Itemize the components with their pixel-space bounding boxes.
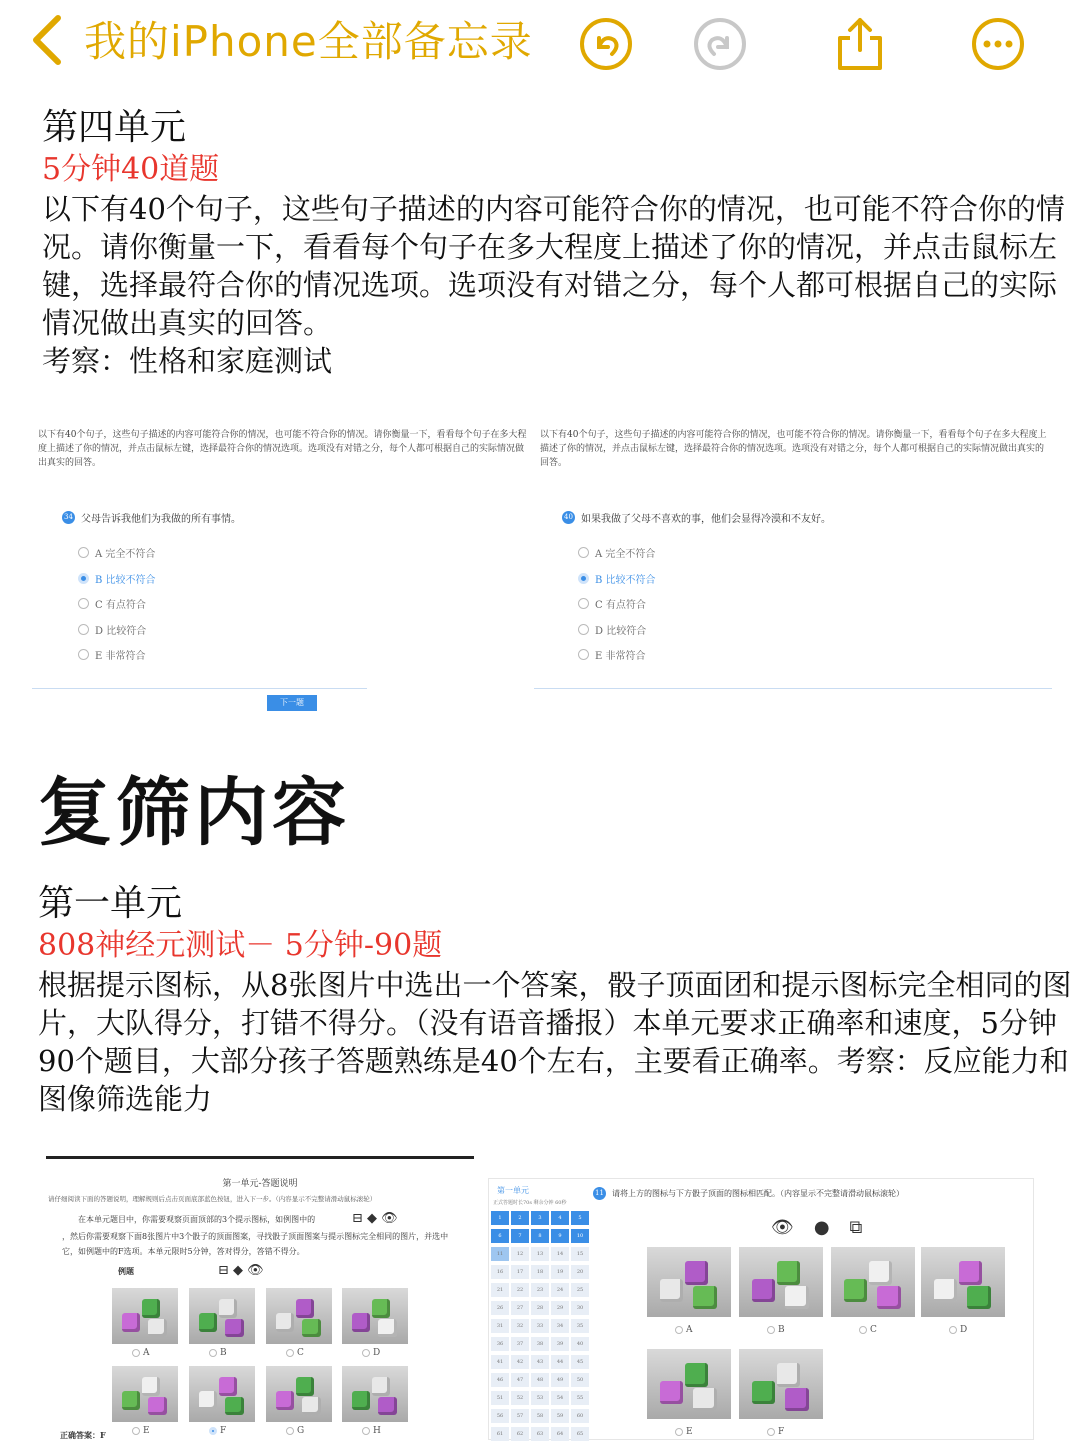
- share-icon: [832, 16, 888, 72]
- instructions-para: 在本单元题目中，你需要观察页面顶部的3个提示图标，如例图中的: [78, 1215, 316, 1224]
- question-nav-cell[interactable]: 11: [491, 1247, 509, 1261]
- question-nav-cell[interactable]: 32: [511, 1319, 529, 1333]
- die: [352, 1391, 370, 1409]
- unit4-subtitle: 5分钟40道题: [42, 152, 220, 187]
- question-nav-cell[interactable]: 13: [531, 1247, 549, 1261]
- question-intro: 以下有40个句子，这些句子描述的内容可能符合你的情况，也可能不符合你的情况。请你衡量一下，看看每个句子在多大程度上描述了你的情况，并点击鼠标左键，选择最符合你的情况选项。选项没有对错之分，每个人都可根据自己的实际情况做出真实的回答。: [540, 430, 1047, 468]
- die: [302, 1319, 320, 1337]
- die: [219, 1299, 237, 1317]
- choice-option[interactable]: [286, 1426, 304, 1436]
- choice-option[interactable]: [675, 1325, 693, 1335]
- example-hint-icons: ⊟ ◆ 👁: [218, 1263, 264, 1278]
- die: [225, 1397, 243, 1415]
- question-nav-cell[interactable]: 53: [531, 1391, 549, 1405]
- screenshot-unit1-question: [488, 1178, 1034, 1440]
- question-nav-cell[interactable]: 59: [551, 1409, 569, 1423]
- question-nav-cell[interactable]: 43: [531, 1355, 549, 1369]
- die: [752, 1381, 776, 1405]
- question-nav-cell[interactable]: 40: [571, 1337, 589, 1351]
- unit4-heading: 第四单元: [42, 107, 187, 148]
- radio-button[interactable]: [78, 624, 89, 635]
- question-nav-cell[interactable]: 34: [551, 1319, 569, 1333]
- screenshot-question-40: [534, 420, 1054, 720]
- question-nav-cell[interactable]: 60: [571, 1409, 589, 1423]
- dice-image[interactable]: [921, 1247, 1005, 1317]
- answer-option[interactable]: [578, 647, 645, 662]
- die: [693, 1388, 717, 1412]
- question-nav-cell[interactable]: 6: [491, 1229, 509, 1243]
- choice-option[interactable]: [362, 1348, 380, 1358]
- die: [225, 1319, 243, 1337]
- die: [869, 1261, 893, 1285]
- question-nav-cell[interactable]: 14: [551, 1247, 569, 1261]
- die: [967, 1286, 991, 1310]
- choice-option[interactable]: [132, 1426, 150, 1436]
- choice-label: A: [143, 1348, 150, 1358]
- hint-icons: ⊟ ◆ 👁: [352, 1211, 398, 1226]
- question-nav-cell[interactable]: 9: [551, 1229, 569, 1243]
- question-nav-cell[interactable]: 57: [511, 1409, 529, 1423]
- share-button[interactable]: [832, 16, 888, 72]
- question-nav-cell[interactable]: 48: [531, 1373, 549, 1387]
- choice-label: E: [143, 1426, 150, 1436]
- question-nav-cell[interactable]: 39: [551, 1337, 569, 1351]
- question-nav-cell[interactable]: 8: [531, 1229, 549, 1243]
- question-nav-cell[interactable]: 56: [491, 1409, 509, 1423]
- question-nav-cell[interactable]: 5: [571, 1211, 589, 1225]
- choice-label: H: [373, 1426, 381, 1436]
- choice-option[interactable]: [209, 1426, 226, 1436]
- dice-image[interactable]: [266, 1288, 332, 1344]
- choice-label: A: [686, 1325, 693, 1335]
- die: [219, 1377, 237, 1395]
- question-nav-cell[interactable]: 18: [531, 1265, 549, 1279]
- die: [934, 1279, 958, 1303]
- option-label: C 有点符合: [95, 600, 146, 611]
- die: [199, 1391, 217, 1409]
- die: [142, 1377, 160, 1395]
- unit4-body: 以下有40个句子，这些句子描述的内容可能符合你的情况，也可能不符合你的情况。请你衡量一下，看看每个句子在多大程度上描述了你的情况，并点击鼠标左键，选择最符合你的情况选项。选项没有对错之分，每个人都可根据自己的实际情况做出真实的回答。: [42, 192, 1065, 340]
- die: [142, 1299, 160, 1317]
- question-nav-cell[interactable]: 4: [551, 1211, 569, 1225]
- radio-button[interactable]: [767, 1326, 775, 1334]
- option-label: E 非常符合: [95, 651, 146, 662]
- choice-label: C: [870, 1325, 877, 1335]
- question-nav-cell[interactable]: 45: [571, 1355, 589, 1369]
- unit-label: 第一单元: [497, 1186, 529, 1195]
- die: [372, 1377, 390, 1395]
- question-nav-cell[interactable]: 21: [491, 1283, 509, 1297]
- nav-title[interactable]: 我的iPhone全部备忘录: [84, 17, 533, 66]
- die: [148, 1319, 166, 1337]
- die: [296, 1377, 314, 1395]
- question-nav-cell[interactable]: 50: [571, 1373, 589, 1387]
- divider: [534, 688, 1052, 689]
- die: [378, 1397, 396, 1415]
- answer-option[interactable]: [78, 647, 145, 662]
- question-nav-cell[interactable]: 20: [571, 1265, 589, 1279]
- unit1-heading: 第一单元: [38, 883, 183, 924]
- divider: [32, 688, 367, 689]
- option-label: A 完全不符合: [595, 549, 656, 560]
- question-nav-cell[interactable]: 12: [511, 1247, 529, 1261]
- radio-button[interactable]: [362, 1427, 370, 1435]
- back-button[interactable]: [30, 14, 70, 70]
- option-label: A 完全不符合: [95, 549, 156, 560]
- dice-image[interactable]: [342, 1366, 408, 1422]
- die: [844, 1279, 868, 1303]
- screenshot-question-34: [32, 420, 532, 720]
- choice-label: D: [960, 1325, 968, 1335]
- radio-button[interactable]: [362, 1349, 370, 1357]
- question-nav-cell[interactable]: 54: [551, 1391, 569, 1405]
- question-nav-cell[interactable]: 24: [551, 1283, 569, 1297]
- die: [685, 1363, 709, 1387]
- question-nav-cell[interactable]: 25: [571, 1283, 589, 1297]
- choice-label: B: [778, 1325, 785, 1335]
- die: [296, 1299, 314, 1317]
- choice-option[interactable]: [949, 1325, 967, 1335]
- radio-button[interactable]: [78, 598, 89, 609]
- choice-option[interactable]: [859, 1325, 877, 1335]
- question-nav-cell[interactable]: 2: [511, 1211, 529, 1225]
- dice-image[interactable]: [342, 1288, 408, 1344]
- dice-image[interactable]: [739, 1247, 823, 1317]
- radio-button[interactable]: [578, 598, 589, 609]
- radio-button[interactable]: [209, 1349, 217, 1357]
- unit4-section: [42, 106, 1072, 380]
- redo-button[interactable]: [692, 16, 748, 72]
- dice-image[interactable]: [112, 1288, 178, 1344]
- radio-button[interactable]: [78, 649, 89, 660]
- answer-option[interactable]: [78, 545, 155, 560]
- question-nav-cell[interactable]: 36: [491, 1337, 509, 1351]
- die: [302, 1397, 320, 1415]
- radio-button[interactable]: [286, 1349, 294, 1357]
- option-label: B 比较不符合: [95, 574, 156, 586]
- question-nav-cell[interactable]: 64: [551, 1427, 569, 1441]
- answer-option[interactable]: [578, 571, 656, 586]
- example-label: 例题: [118, 1266, 134, 1276]
- question-nav-cell[interactable]: 19: [551, 1265, 569, 1279]
- nav-bar: [0, 0, 1080, 92]
- option-label: D 比较符合: [595, 625, 647, 637]
- die: [660, 1381, 684, 1405]
- die: [660, 1279, 684, 1303]
- question-nav-cell[interactable]: 15: [571, 1247, 589, 1261]
- top-rule: [46, 1156, 474, 1159]
- undo-button[interactable]: [578, 16, 634, 72]
- die: [352, 1313, 370, 1331]
- more-button[interactable]: [970, 16, 1026, 72]
- die: [685, 1261, 709, 1285]
- question-nav-cell[interactable]: 22: [511, 1283, 529, 1297]
- dice-image[interactable]: [739, 1349, 823, 1419]
- radio-button[interactable]: [675, 1326, 683, 1334]
- next-question-button[interactable]: 下一题: [267, 695, 317, 711]
- question-nav-cell[interactable]: 35: [571, 1319, 589, 1333]
- question-nav-cell[interactable]: 23: [531, 1283, 549, 1297]
- choice-label: C: [297, 1348, 304, 1358]
- choice-label: D: [373, 1348, 381, 1358]
- progress-text: 正式答题时长70s 剩余分钟 60秒: [493, 1200, 567, 1206]
- die: [276, 1313, 294, 1331]
- dice-image[interactable]: [189, 1366, 255, 1422]
- instructions-title: 第一单元-答题说明: [222, 1179, 298, 1189]
- die: [372, 1299, 390, 1317]
- undo-icon: [578, 16, 634, 72]
- question-intro: 以下有40个句子，这些句子描述的内容可能符合你的情况，也可能不符合你的情况。请你衡量一下，看看每个句子在多大程度上描述了你的情况，并点击鼠标左键，选择最符合你的情况选项。选项没有对错之分，每个人都可根据自己的实际情况做出真实的回答。: [38, 430, 527, 468]
- question-nav-cell[interactable]: 37: [511, 1337, 529, 1351]
- more-icon: [970, 16, 1026, 72]
- radio-button[interactable]: [132, 1349, 140, 1357]
- dice-image[interactable]: [647, 1247, 731, 1317]
- choice-option[interactable]: [767, 1325, 785, 1335]
- hint-icons: 👁●⧉: [771, 1217, 883, 1238]
- question-nav-cell[interactable]: 10: [571, 1229, 589, 1243]
- choice-label: B: [220, 1348, 227, 1358]
- dice-image[interactable]: [647, 1349, 731, 1419]
- chevron-left-icon: [30, 14, 64, 66]
- radio-button[interactable]: [578, 624, 589, 635]
- question-nav-cell[interactable]: 47: [511, 1373, 529, 1387]
- question-nav-cell[interactable]: 62: [511, 1427, 529, 1441]
- question-nav-cell[interactable]: 44: [551, 1355, 569, 1369]
- die: [752, 1279, 776, 1303]
- question-nav-cell[interactable]: 41: [491, 1355, 509, 1369]
- question-nav-cell[interactable]: 55: [571, 1391, 589, 1405]
- radio-button[interactable]: [675, 1428, 683, 1436]
- question-number: 34: [62, 511, 75, 524]
- question-text: 父母告诉我他们为我做的所有事情。: [81, 514, 241, 525]
- radio-button[interactable]: [286, 1427, 294, 1435]
- die: [122, 1313, 140, 1331]
- choice-option[interactable]: [362, 1426, 381, 1436]
- die: [693, 1286, 717, 1310]
- dice-image[interactable]: [189, 1288, 255, 1344]
- question-nav-cell[interactable]: 1: [491, 1211, 509, 1225]
- rescreen-heading: 复筛内容: [38, 770, 350, 856]
- die: [199, 1313, 217, 1331]
- answer-option[interactable]: [578, 622, 646, 637]
- unit4-focus: 考察：性格和家庭测试: [42, 344, 333, 378]
- instructions-line: 请仔细阅读下面的答题说明，理解规则后点击页面底部蓝色按钮，进入下一步。（内容显示不完整请滑动鼠标滚轮）: [48, 1195, 377, 1203]
- question-nav-cell[interactable]: 7: [511, 1229, 529, 1243]
- option-label: D 比较符合: [95, 625, 147, 637]
- question-nav-cell[interactable]: 65: [571, 1427, 589, 1441]
- question-number: 11: [593, 1187, 606, 1200]
- die: [877, 1286, 901, 1310]
- die: [378, 1319, 396, 1337]
- option-label: C 有点符合: [595, 600, 646, 611]
- question-nav-cell[interactable]: 16: [491, 1265, 509, 1279]
- question-nav-cell[interactable]: 30: [571, 1301, 589, 1315]
- dice-image[interactable]: [112, 1366, 178, 1422]
- screenshot-unit1-instructions: [46, 1156, 476, 1440]
- question-nav-cell[interactable]: 31: [491, 1319, 509, 1333]
- question-number: 40: [562, 511, 575, 524]
- question-nav-cell[interactable]: 46: [491, 1373, 509, 1387]
- choice-option[interactable]: [767, 1427, 784, 1437]
- question-line: [62, 510, 241, 525]
- radio-button[interactable]: [859, 1326, 867, 1334]
- unit1-subtitle: 808神经元测试－ 5分钟-90题: [38, 928, 443, 963]
- radio-button[interactable]: [78, 547, 89, 558]
- radio-button[interactable]: [578, 573, 589, 584]
- option-label: B 比较不符合: [595, 574, 656, 586]
- question-nav-cell[interactable]: 52: [511, 1391, 529, 1405]
- question-nav-cell[interactable]: 26: [491, 1301, 509, 1315]
- radio-button[interactable]: [578, 649, 589, 660]
- question-nav-cell[interactable]: 29: [551, 1301, 569, 1315]
- die: [777, 1363, 801, 1387]
- option-label: E 非常符合: [595, 651, 646, 662]
- choice-label: F: [220, 1426, 227, 1436]
- question-instruction: 请将上方的图标与下方骰子顶面的图标相匹配。（内容显示不完整请滑动鼠标滚轮）: [612, 1189, 904, 1198]
- die: [959, 1261, 983, 1285]
- question-nav-cell[interactable]: 27: [511, 1301, 529, 1315]
- die: [122, 1391, 140, 1409]
- radio-button[interactable]: [767, 1428, 775, 1436]
- answer-option[interactable]: [78, 571, 156, 586]
- choice-option[interactable]: [132, 1348, 150, 1358]
- redo-icon: [692, 16, 748, 72]
- choice-label: F: [778, 1427, 785, 1437]
- die: [785, 1286, 809, 1310]
- answer-option[interactable]: [78, 622, 146, 637]
- question-nav-cell[interactable]: 49: [551, 1373, 569, 1387]
- die: [785, 1388, 809, 1412]
- question-nav-cell[interactable]: 38: [531, 1337, 549, 1351]
- choice-option[interactable]: [286, 1348, 304, 1358]
- die: [276, 1391, 294, 1409]
- radio-button[interactable]: [78, 573, 89, 584]
- choice-label: G: [297, 1426, 305, 1436]
- radio-button[interactable]: [209, 1427, 217, 1435]
- question-line: [562, 510, 831, 525]
- answer-option[interactable]: [78, 596, 146, 611]
- die: [777, 1261, 801, 1285]
- die: [148, 1397, 166, 1415]
- radio-button[interactable]: [132, 1427, 140, 1435]
- question-nav-cell[interactable]: 58: [531, 1409, 549, 1423]
- dice-image[interactable]: [266, 1366, 332, 1422]
- question-text: 如果我做了父母不喜欢的事，他们会显得冷漠和不友好。: [581, 514, 831, 525]
- question-nav-cell[interactable]: 63: [531, 1427, 549, 1441]
- correct-answer: 正确答案：F: [60, 1430, 106, 1440]
- question-nav-cell[interactable]: 3: [531, 1211, 549, 1225]
- answer-option[interactable]: [578, 596, 646, 611]
- dice-image[interactable]: [831, 1247, 915, 1317]
- choice-option[interactable]: [675, 1427, 693, 1437]
- answer-option[interactable]: [578, 545, 655, 560]
- unit1-section: [38, 882, 1074, 1118]
- radio-button[interactable]: [578, 547, 589, 558]
- question-line: [593, 1187, 904, 1200]
- question-nav-cell[interactable]: 61: [491, 1427, 509, 1441]
- radio-button[interactable]: [949, 1326, 957, 1334]
- choice-option[interactable]: [209, 1348, 227, 1358]
- question-nav-cell[interactable]: 17: [511, 1265, 529, 1279]
- question-nav-cell[interactable]: 51: [491, 1391, 509, 1405]
- choice-label: E: [686, 1427, 693, 1437]
- question-nav-cell[interactable]: 33: [531, 1319, 549, 1333]
- question-nav-cell[interactable]: 42: [511, 1355, 529, 1369]
- question-nav-cell[interactable]: 28: [531, 1301, 549, 1315]
- unit1-body: 根据提示图标，从8张图片中选出一个答案，骰子顶面团和提示图标完全相同的图片，大队得分，打错不得分。（没有语音播报）本单元要求正确率和速度，5分钟90个题目，大部分孩子答题熟练是40个左右，主要看正确率。考察：反应能力和图像筛选能力: [38, 968, 1072, 1116]
- instructions-para2: ，然后你需要观察下面8张图片中3个骰子的顶面图案，寻找骰子顶面图案与提示图标完全相同的图片，并选中它，如例题中的F选项。本单元限时5分钟，答对得分，答错不得分。: [62, 1232, 449, 1256]
